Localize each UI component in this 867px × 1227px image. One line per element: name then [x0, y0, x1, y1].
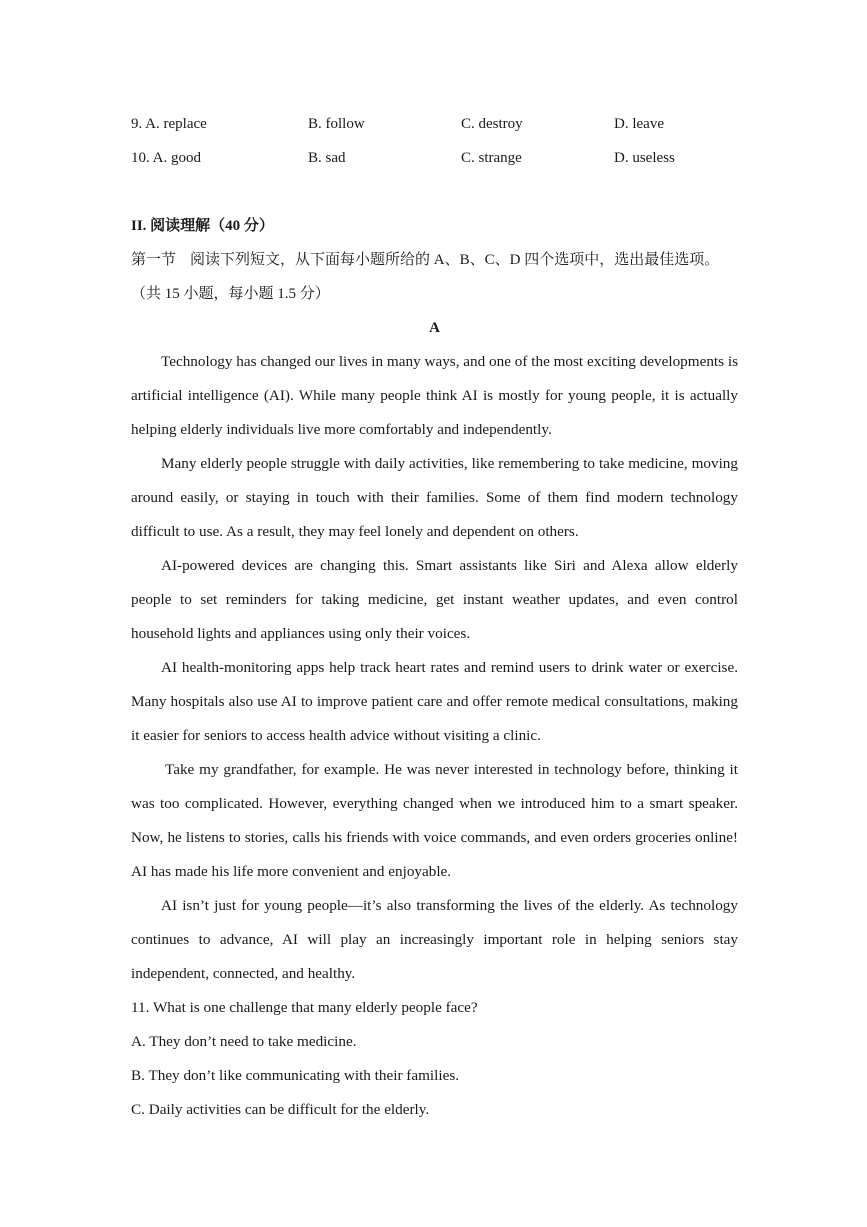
question-11-stem: 11. What is one challenge that many elderly people face?: [131, 999, 478, 1016]
option-10-c: C. strange: [461, 149, 522, 166]
instruction-label: 第一节: [131, 252, 177, 268]
section-title: II. 阅读理解（40 分）: [131, 218, 274, 234]
question-9-options: [131, 107, 738, 141]
passage-paragraph: Many elderly people struggle with daily activities, like remembering to take medicine, moving around easily, or staying in touch with their families. Some of them find modern technology difficult to use. As a result, they may feel lonely and dependent on others.: [131, 455, 738, 540]
section-instruction: [131, 243, 738, 277]
option-9-a: 9. A. replace: [131, 115, 207, 132]
passage-paragraph: Take my grandfather, for example. He was never interested in technology before, thinking it was too complicated. However, everything changed when we introduced him to a smart speaker. Now, he listens to stories, calls his friends with voice commands, and even orders groceries online! AI has made his life more convenient and enjoyable.: [131, 761, 738, 880]
instruction-note: （共 15 小题，每小题 1.5 分）: [131, 286, 330, 302]
passage-paragraph: AI health-monitoring apps help track heart rates and remind users to drink water or exercise. Many hospitals also use AI to improve patient care and offer remote medical consultations, making it easier for seniors to access health advice without visiting a clinic.: [131, 659, 738, 744]
passage-paragraph: AI-powered devices are changing this. Smart assistants like Siri and Alexa allow elderly people to set reminders for taking medicine, get instant weather updates, and even control household lights and appliances using only their voices.: [131, 557, 738, 642]
option-10-b: B. sad: [308, 149, 346, 166]
question-11-option-c: C. Daily activities can be difficult for the elderly.: [131, 1101, 430, 1118]
exam-page: [131, 107, 738, 1127]
passage-paragraph: Technology has changed our lives in many ways, and one of the most exciting developments is artificial intelligence (AI). While many people think AI is mostly for young people, it is actually helping elderly individuals live more comfortably and independently.: [131, 353, 738, 438]
question-11-option-a: A. They don’t need to take medicine.: [131, 1033, 357, 1050]
option-9-c: C. destroy: [461, 115, 523, 132]
passage-paragraph: AI isn’t just for young people—it’s also transforming the lives of the elderly. As technology continues to advance, AI will play an increasingly important role in helping seniors stay independent, connected, and healthy.: [131, 897, 738, 982]
question-11-option-b: B. They don’t like communicating with their families.: [131, 1067, 460, 1084]
spacer: [131, 175, 738, 209]
option-10-d: D. useless: [614, 149, 675, 166]
option-9-b: B. follow: [308, 115, 365, 132]
passage-heading: A: [429, 320, 440, 336]
instruction-text: 阅读下列短文，从下面每小题所给的 A、B、C、D 四个选项中，选出最佳选项。: [190, 252, 720, 268]
option-9-d: D. leave: [614, 115, 664, 132]
option-10-a: 10. A. good: [131, 149, 202, 166]
question-10-options: [131, 141, 738, 175]
